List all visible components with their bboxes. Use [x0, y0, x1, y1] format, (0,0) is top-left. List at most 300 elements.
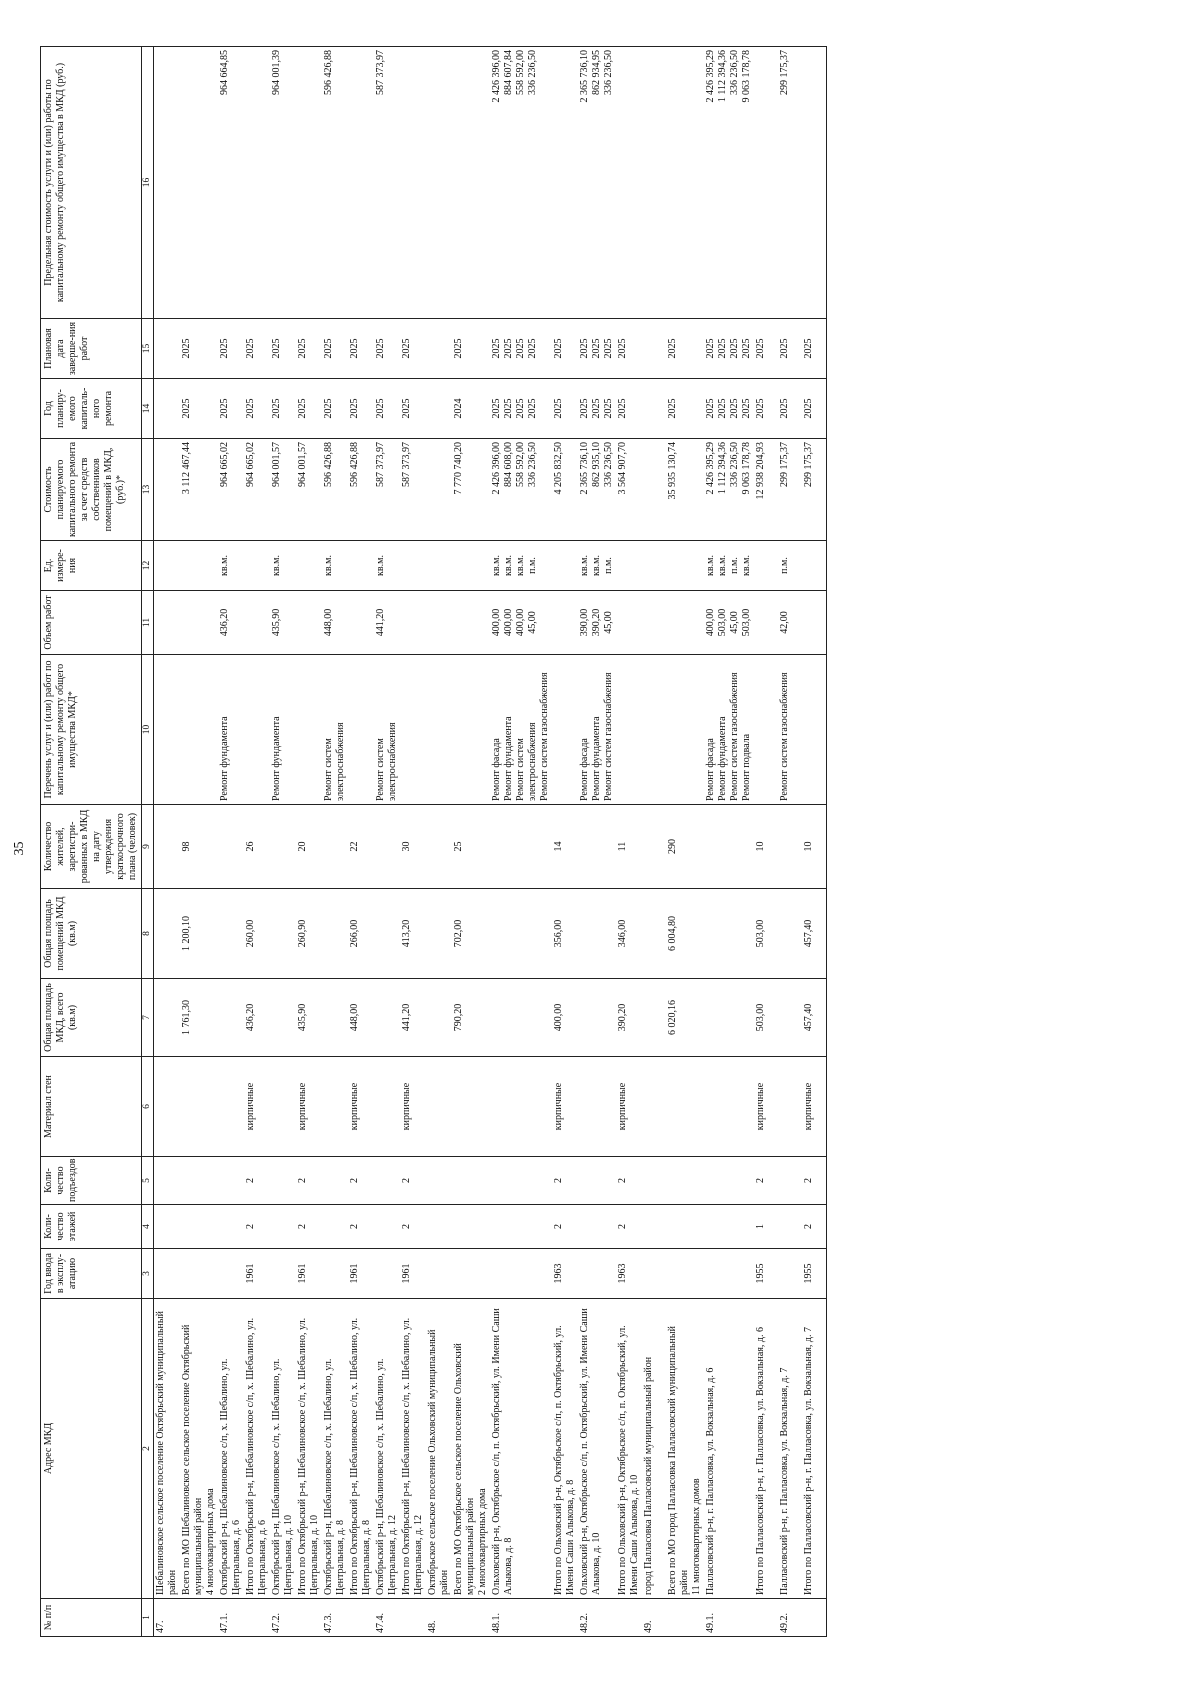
- column-number: 7: [142, 979, 154, 1057]
- table-cell: [426, 805, 452, 889]
- table-cell: [180, 1599, 218, 1637]
- page-number: 35: [12, 841, 27, 856]
- table-row: [426, 47, 452, 1637]
- table-cell: [180, 1205, 218, 1249]
- table-cell: 964 001,39: [270, 47, 296, 319]
- table-cell: [642, 591, 666, 655]
- table-cell: [490, 1249, 552, 1299]
- column-number: 8: [142, 889, 154, 979]
- table-cell: [754, 1599, 778, 1637]
- table-cell: [642, 439, 666, 541]
- table-cell: 2: [348, 1205, 374, 1249]
- column-header: Плановая дата заверше-ния работ: [41, 319, 142, 379]
- table-body: [154, 47, 827, 1637]
- table-cell: Ремонт фасада Ремонт фундамента Ремонт систем газоснабжения: [578, 655, 616, 805]
- table-cell: [426, 379, 452, 439]
- table-cell: 1955: [802, 1249, 827, 1299]
- table-cell: [704, 1249, 754, 1299]
- column-number: 5: [142, 1157, 154, 1205]
- table-cell: кв.м. кв.м. кв.м. п.м.: [490, 541, 552, 591]
- table-cell: [704, 1157, 754, 1205]
- table-cell: Итого по Октябрьский р-н, Шебалиновское с/п, х. Шебалино, ул. Центральная, д. 12: [400, 1299, 426, 1599]
- table-cell: Ремонт систем электроснабжения: [322, 655, 348, 805]
- table-cell: [180, 591, 218, 655]
- table-cell: 2025: [296, 379, 322, 439]
- table-cell: [452, 655, 490, 805]
- table-cell: 503,00: [754, 979, 778, 1057]
- table-cell: 2025 2025 2025 2025: [490, 379, 552, 439]
- table-cell: 47.1.: [218, 1599, 244, 1637]
- table-cell: 2 426 395,29 1 112 394,36 336 236,50 9 063 178,78: [704, 47, 754, 319]
- table-cell: [452, 1599, 490, 1637]
- table-row: [666, 47, 704, 1637]
- table-cell: [642, 1205, 666, 1249]
- table-cell: [778, 805, 802, 889]
- table-cell: [154, 319, 181, 379]
- table-row: [704, 47, 754, 1637]
- table-cell: 448,00: [348, 979, 374, 1057]
- table-cell: 400,00 503,00 45,00 503,00: [704, 591, 754, 655]
- table-cell: [490, 1157, 552, 1205]
- table-cell: Ремонт систем газоснабжения: [778, 655, 802, 805]
- table-cell: [244, 47, 270, 319]
- table-cell: 1963: [616, 1249, 642, 1299]
- table-cell: 2 365 736,10 862 935,10 336 236,50: [578, 439, 616, 541]
- column-header: Адрес МКД: [41, 1299, 142, 1599]
- table-cell: [400, 655, 426, 805]
- table-cell: [374, 1157, 400, 1205]
- table-cell: Всего по МО Шебалиновское сельское поселение Октябрьский муниципальный район 4 многоквартирных дома: [180, 1299, 218, 1599]
- table-row: [296, 47, 322, 1637]
- table-cell: [490, 889, 552, 979]
- table-cell: [778, 889, 802, 979]
- table-cell: [374, 889, 400, 979]
- table-cell: [778, 979, 802, 1057]
- table-cell: Октябрьский р-н, Шебалиновское с/п, х. Шебалино, ул. Центральная, д. 8: [322, 1299, 348, 1599]
- table-cell: кирпичные: [552, 1057, 578, 1157]
- table-cell: 260,00: [244, 889, 270, 979]
- table-cell: [296, 541, 322, 591]
- table-cell: 596 426,88: [322, 47, 348, 319]
- table-row: [322, 47, 348, 1637]
- table-cell: [642, 889, 666, 979]
- table-cell: [616, 591, 642, 655]
- table-cell: Ремонт систем электроснабжения: [374, 655, 400, 805]
- table-cell: Итого по Палласовский р-н, г. Палласовка, ул. Вокзальная, д. 6: [754, 1299, 778, 1599]
- table-cell: кв.м. кв.м. п.м. кв.м.: [704, 541, 754, 591]
- table-cell: [578, 1205, 616, 1249]
- table-cell: 2025: [218, 319, 244, 379]
- table-row: [802, 47, 827, 1637]
- column-number: 2: [142, 1299, 154, 1599]
- table-cell: Ремонт фасада Ремонт фундамента Ремонт систем электроснабжения Ремонт систем газоснабжения: [490, 655, 552, 805]
- table-cell: [270, 1157, 296, 1205]
- table-cell: Ольховский р-н, Октябрьское с/п, п. Октябрьский, ул. Имени Саши Алыкова, д. 8: [490, 1299, 552, 1599]
- table-cell: [154, 979, 181, 1057]
- table-cell: 435,90: [270, 591, 296, 655]
- table-cell: 2025: [754, 319, 778, 379]
- table-cell: [666, 591, 704, 655]
- table-cell: кирпичные: [348, 1057, 374, 1157]
- table-cell: [552, 541, 578, 591]
- table-cell: [154, 889, 181, 979]
- table-cell: 2: [400, 1157, 426, 1205]
- table-cell: 1 200,10: [180, 889, 218, 979]
- header-row: [41, 47, 142, 1637]
- table-cell: 1955: [754, 1249, 778, 1299]
- table-cell: [616, 541, 642, 591]
- table-cell: 2: [244, 1205, 270, 1249]
- table-cell: Палласовский р-н, г. Палласовка, ул. Вокзальная, д. 7: [778, 1299, 802, 1599]
- table-cell: [616, 1599, 642, 1637]
- table-row: [616, 47, 642, 1637]
- table-cell: [578, 1057, 616, 1157]
- table-cell: 2: [616, 1157, 642, 1205]
- table-cell: 2025: [374, 319, 400, 379]
- table-cell: 2: [400, 1205, 426, 1249]
- table-cell: [578, 889, 616, 979]
- table-cell: 964 664,85: [218, 47, 244, 319]
- table-cell: [270, 1205, 296, 1249]
- table-cell: [154, 1057, 181, 1157]
- table-cell: [400, 1599, 426, 1637]
- table-cell: 2025: [400, 379, 426, 439]
- table-cell: 7 770 740,20: [452, 439, 490, 541]
- table-cell: 49.2.: [778, 1599, 802, 1637]
- table-cell: [642, 805, 666, 889]
- table-cell: [180, 47, 218, 319]
- table-cell: [642, 655, 666, 805]
- table-cell: [666, 1205, 704, 1249]
- table-cell: 964 001,57: [270, 439, 296, 541]
- table-cell: [642, 1057, 666, 1157]
- table-cell: 2025: [616, 319, 642, 379]
- table-cell: 587 373,97: [400, 439, 426, 541]
- column-number: 10: [142, 655, 154, 805]
- table-cell: [400, 47, 426, 319]
- table-cell: 2025: [244, 379, 270, 439]
- table-cell: 356,00: [552, 889, 578, 979]
- table-cell: [374, 979, 400, 1057]
- table-cell: [616, 655, 642, 805]
- table-cell: 2: [244, 1157, 270, 1205]
- table-cell: [180, 541, 218, 591]
- column-header: Предельная стоимость услуги и (или) работы по капитальному ремонту общего имущества в МКД (руб.): [41, 47, 142, 319]
- table-row: [452, 47, 490, 1637]
- table-cell: [426, 655, 452, 805]
- table-row: [400, 47, 426, 1637]
- table-cell: [322, 1157, 348, 1205]
- table-cell: 2025: [452, 319, 490, 379]
- table-row: [578, 47, 616, 1637]
- table-cell: 22: [348, 805, 374, 889]
- table-cell: [426, 439, 452, 541]
- table-cell: [322, 1249, 348, 1299]
- table-cell: 299 175,37: [778, 439, 802, 541]
- table-cell: 1961: [348, 1249, 374, 1299]
- table-cell: 12 938 204,93: [754, 439, 778, 541]
- table-cell: [704, 1205, 754, 1249]
- table-row: [374, 47, 400, 1637]
- table-cell: [426, 1205, 452, 1249]
- table-cell: кирпичные: [296, 1057, 322, 1157]
- table-cell: [322, 889, 348, 979]
- table-cell: Шебалиновское сельское поселение Октябрьский муниципальный район: [154, 1299, 181, 1599]
- table-cell: 2 426 395,29 1 112 394,36 336 236,50 9 063 178,78: [704, 439, 754, 541]
- table-cell: [616, 47, 642, 319]
- table-cell: 596 426,88: [322, 439, 348, 541]
- column-number: 9: [142, 805, 154, 889]
- table-cell: [704, 979, 754, 1057]
- column-number: 14: [142, 379, 154, 439]
- table-cell: 2025 2025 2025 2025: [704, 319, 754, 379]
- table-row: [270, 47, 296, 1637]
- table-cell: 6 020,16: [666, 979, 704, 1057]
- table-cell: 964 665,02: [244, 439, 270, 541]
- table-cell: 2025: [754, 379, 778, 439]
- table-cell: [778, 1205, 802, 1249]
- table-cell: 2025: [244, 319, 270, 379]
- table-cell: [296, 47, 322, 319]
- table-cell: кирпичные: [400, 1057, 426, 1157]
- table-cell: Октябрьский р-н, Шебалиновское с/п, х. Шебалино, ул. Центральная, д. 12: [374, 1299, 400, 1599]
- table-cell: 266,00: [348, 889, 374, 979]
- table-cell: Октябрьское сельское поселение Ольховский муниципальный район: [426, 1299, 452, 1599]
- column-number: 11: [142, 591, 154, 655]
- table-cell: кв.м.: [270, 541, 296, 591]
- table-cell: [154, 655, 181, 805]
- table-cell: 10: [754, 805, 778, 889]
- column-number: 4: [142, 1205, 154, 1249]
- table-cell: 587 373,97: [374, 439, 400, 541]
- table-cell: 3 112 467,44: [180, 439, 218, 541]
- table-cell: [666, 541, 704, 591]
- table-cell: [802, 1599, 827, 1637]
- table-cell: Ольховский р-н, Октябрьское с/п, п. Октябрьский, ул. Имени Саши Алыкова, д. 10: [578, 1299, 616, 1599]
- column-number: 15: [142, 319, 154, 379]
- column-header: Коли-чество подъездов: [41, 1157, 142, 1205]
- table-cell: 47.: [154, 1599, 181, 1637]
- table-cell: [452, 1205, 490, 1249]
- table-cell: кв.м. кв.м. п.м.: [578, 541, 616, 591]
- table-cell: 4 205 832,50: [552, 439, 578, 541]
- table-cell: [400, 591, 426, 655]
- table-cell: 436,20: [244, 979, 270, 1057]
- table-row: [154, 47, 181, 1637]
- table-cell: 2: [296, 1157, 322, 1205]
- table-cell: 503,00: [754, 889, 778, 979]
- table-cell: 2025: [552, 319, 578, 379]
- table-cell: 441,20: [374, 591, 400, 655]
- table-cell: [778, 1157, 802, 1205]
- table-cell: 346,00: [616, 889, 642, 979]
- table-cell: кирпичные: [244, 1057, 270, 1157]
- column-header: Перечень услуг и (или) работ по капитальному ремонту общего имущества МКД*: [41, 655, 142, 805]
- table-cell: [154, 1249, 181, 1299]
- table-cell: 47.2.: [270, 1599, 296, 1637]
- table-cell: [374, 805, 400, 889]
- table-cell: [642, 319, 666, 379]
- column-header: Год ввода в эксплу-атацию: [41, 1249, 142, 1299]
- table-cell: [154, 379, 181, 439]
- table-cell: 2: [802, 1157, 827, 1205]
- table-cell: [552, 655, 578, 805]
- table-cell: 25: [452, 805, 490, 889]
- table-cell: [322, 1057, 348, 1157]
- table-cell: [426, 319, 452, 379]
- table-cell: 435,90: [296, 979, 322, 1057]
- table-cell: [218, 805, 244, 889]
- table-cell: Ремонт фундамента: [218, 655, 244, 805]
- table-cell: 587 373,97: [374, 47, 400, 319]
- table-cell: [154, 541, 181, 591]
- column-number: 3: [142, 1249, 154, 1299]
- table-cell: 30: [400, 805, 426, 889]
- table-cell: 11: [616, 805, 642, 889]
- table-cell: кв.м.: [322, 541, 348, 591]
- table-cell: Палласовский р-н, г. Палласовка, ул. Вокзальная, д. 6: [704, 1299, 754, 1599]
- table-cell: [452, 541, 490, 591]
- table-cell: 2: [348, 1157, 374, 1205]
- table-cell: [180, 655, 218, 805]
- table-cell: 6 004,80: [666, 889, 704, 979]
- table-cell: [426, 1249, 452, 1299]
- table-cell: [754, 47, 778, 319]
- table-cell: 49.1.: [704, 1599, 754, 1637]
- table-cell: 436,20: [218, 591, 244, 655]
- table-cell: 299 175,37: [802, 439, 827, 541]
- table-cell: Ремонт фундамента: [270, 655, 296, 805]
- table-cell: кв.м.: [374, 541, 400, 591]
- table-cell: [426, 591, 452, 655]
- table-cell: [374, 1205, 400, 1249]
- table-cell: 290: [666, 805, 704, 889]
- table-cell: [666, 1249, 704, 1299]
- table-cell: [180, 1057, 218, 1157]
- table-cell: 26: [244, 805, 270, 889]
- table-cell: 1963: [552, 1249, 578, 1299]
- table-cell: [426, 541, 452, 591]
- table-cell: [270, 889, 296, 979]
- table-cell: город Палласовка Палласовский муниципальный район: [642, 1299, 666, 1599]
- table-cell: 47.3.: [322, 1599, 348, 1637]
- table-cell: 1961: [400, 1249, 426, 1299]
- table-cell: 2025: [296, 319, 322, 379]
- table-cell: [642, 979, 666, 1057]
- table-cell: 448,00: [322, 591, 348, 655]
- table-cell: [578, 1249, 616, 1299]
- table-cell: 10: [802, 805, 827, 889]
- table-cell: [552, 1599, 578, 1637]
- table-cell: 2025: [322, 319, 348, 379]
- table-cell: [490, 1205, 552, 1249]
- column-header: Общая площадь МКД, всего (кв.м): [41, 979, 142, 1057]
- table-cell: 49.: [642, 1599, 666, 1637]
- table-cell: Итого по Ольховский р-н, Октябрьское с/п, п. Октябрьский, ул. Имени Саши Алыкова, д. 8: [552, 1299, 578, 1599]
- table-cell: Всего по МО город Палласовка Палласовский муниципальный район 11 многоквартирных домов: [666, 1299, 704, 1599]
- table-cell: [642, 47, 666, 319]
- column-header: Ед. измере-ния: [41, 541, 142, 591]
- column-header: Объем работ: [41, 591, 142, 655]
- table-cell: 2025: [616, 379, 642, 439]
- table-cell: 2025: [180, 379, 218, 439]
- table-cell: [552, 47, 578, 319]
- table-cell: [270, 1057, 296, 1157]
- table-cell: п.м.: [778, 541, 802, 591]
- table-cell: Октябрьский р-н, Шебалиновское с/п, х. Шебалино, ул. Центральная, д. 10: [270, 1299, 296, 1599]
- table-cell: [218, 1057, 244, 1157]
- column-header: Материал стен: [41, 1057, 142, 1157]
- table-cell: 2025: [348, 379, 374, 439]
- table-cell: [270, 805, 296, 889]
- table-cell: 964 001,57: [296, 439, 322, 541]
- table-cell: 2: [296, 1205, 322, 1249]
- table-cell: 400,00: [552, 979, 578, 1057]
- column-number: 16: [142, 47, 154, 319]
- table-cell: 2025: [778, 319, 802, 379]
- column-number: 13: [142, 439, 154, 541]
- table-cell: [666, 1057, 704, 1157]
- table-cell: [452, 47, 490, 319]
- table-cell: [218, 889, 244, 979]
- table-cell: [180, 1157, 218, 1205]
- table-cell: [754, 591, 778, 655]
- table-cell: Итого по Ольховский р-н, Октябрьское с/п, п. Октябрьский, ул. Имени Саши Алыкова, д. 10: [616, 1299, 642, 1599]
- table-cell: 48.1.: [490, 1599, 552, 1637]
- table-cell: 790,20: [452, 979, 490, 1057]
- table-cell: кирпичные: [754, 1057, 778, 1157]
- table-cell: [374, 1249, 400, 1299]
- table-cell: 47.4.: [374, 1599, 400, 1637]
- table-cell: 2025: [400, 319, 426, 379]
- table-cell: 2025 2025 2025: [578, 319, 616, 379]
- column-header: Год планиру-емого капиталь-ного ремонта: [41, 379, 142, 439]
- table-cell: [802, 47, 827, 319]
- table-row: [348, 47, 374, 1637]
- table-cell: 2025: [348, 319, 374, 379]
- table-cell: 98: [180, 805, 218, 889]
- table-cell: Ремонт фасада Ремонт фундамента Ремонт систем газоснабжения Ремонт подвала: [704, 655, 754, 805]
- table-cell: [754, 655, 778, 805]
- table-cell: [218, 1249, 244, 1299]
- table-cell: 3 564 907,70: [616, 439, 642, 541]
- table-cell: [244, 655, 270, 805]
- table-cell: 457,40: [802, 889, 827, 979]
- table-cell: 596 426,88: [348, 439, 374, 541]
- table-cell: [704, 889, 754, 979]
- table-cell: Всего по МО Октябрьское сельское поселение Ольховский муниципальный район 2 многоквартирных дома: [452, 1299, 490, 1599]
- table-cell: [426, 979, 452, 1057]
- table-cell: 2 426 396,00 884 607,84 558 592,00 336 236,50: [490, 47, 552, 319]
- table-cell: [578, 805, 616, 889]
- table-cell: [704, 1057, 754, 1157]
- column-header: Количество жителей, зарегистри-рованных в МКД на дату утверждения краткосрочного плана (человек): [41, 805, 142, 889]
- table-cell: [778, 1057, 802, 1157]
- table-cell: [452, 591, 490, 655]
- table-cell: 1961: [244, 1249, 270, 1299]
- table-cell: [802, 591, 827, 655]
- table-cell: [426, 47, 452, 319]
- table-cell: [802, 655, 827, 805]
- table-cell: 35 935 130,74: [666, 439, 704, 541]
- table-cell: [244, 591, 270, 655]
- table-cell: [578, 979, 616, 1057]
- column-number: 1: [142, 1599, 154, 1637]
- table-cell: [244, 1599, 270, 1637]
- table-cell: [348, 591, 374, 655]
- table-cell: [348, 47, 374, 319]
- table-cell: 413,20: [400, 889, 426, 979]
